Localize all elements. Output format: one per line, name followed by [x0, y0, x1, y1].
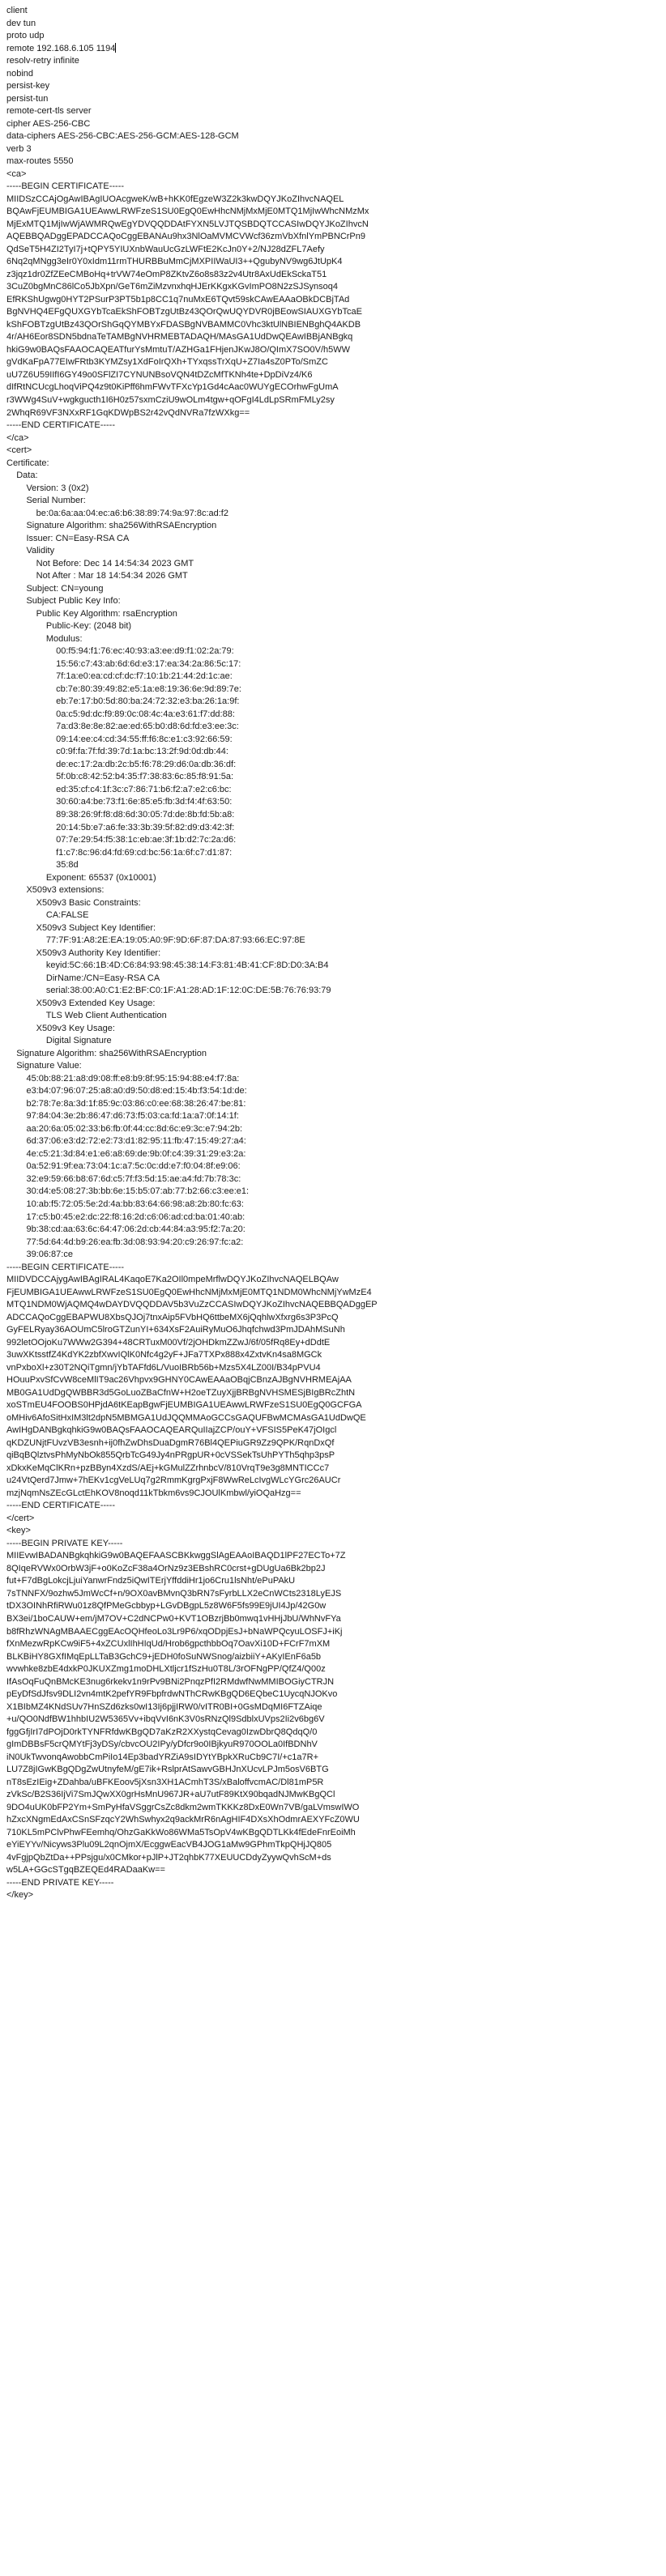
text-line: Issuer: CN=Easy-RSA CA [6, 533, 130, 543]
text-line: X509v3 Extended Key Usage: [6, 998, 156, 1008]
text-line: Data: [6, 470, 38, 481]
text-line: -----END PRIVATE KEY----- [6, 1877, 114, 1888]
text-line: resolv-retry infinite [6, 56, 79, 66]
text-line: BQAwFjEUMBIGA1UEAwwLRWFzeS1SU0EgQ0EwHhcNMjMxMjE0MTQ1MjIwWhcNMzMx [6, 207, 369, 217]
text-line: 39:06:87:ce [6, 1250, 73, 1260]
text-line: Modulus: [6, 633, 83, 644]
text-line: nobind [6, 68, 34, 79]
text-line: 992letOOjoKu7WWw2G394+48CRTuxM00Vf/2jOHDkmZZwJ/6f/05fRq8Ey+dDdtE [6, 1337, 331, 1348]
text-line: serial:38:00:A0:C1:E2:BF:C0:1F:A1:28:AD:1F:12:0C:DE:5B:76:76:93:79 [6, 986, 331, 996]
text-line: 0a:c5:9d:dc:f9:89:0c:08:4c:4a:e3:61:f7:dd:88: [6, 709, 235, 719]
text-line: r3WWg4SuV+wgkgucth1I6H0z57sxmCziU9wOLm4tgw+qOFgI4LdLpSRmFMLy2sy [6, 394, 335, 405]
text-line: 9DO4uUK0bFP2Ym+SmPyHfaVSggrCsZc8dkm2wmTKKKz8DxE0Wn7VB/gaLVmswIWO [6, 1802, 360, 1812]
text-line: dev tun [6, 18, 36, 28]
text-line: X509v3 Key Usage: [6, 1023, 115, 1033]
text-line: 4r/AH6Eor8SDN5bdnaTeTAMBgNVHRMEBTADAQH/MAsGA1UdDwQEAwIBBjANBgkq [6, 332, 353, 343]
text-line: qiBqBQlztvsPhMyNbOk855QrbTcG49Jy4nPRgpUR+0cVSSekTsUhPYTh5qhp3psP [6, 1450, 335, 1461]
text-line: Signature Algorithm: sha256WithRSAEncryption [6, 1048, 207, 1058]
text-line: BgNVHQ4EFgQUXGYbTcaEkShFOBTzgUtBz43QOrQwUQYDVR0jBEowSIAUXGYbTcaE [6, 307, 362, 317]
text-line: b8fRhzWNAgMBAAECggEAcOQHfeoLo3Lr9P6/xqODpjEsJ+bNaWPQcyuLOSFJ+iKj [6, 1626, 343, 1637]
text-line: f1:c7:8c:96:d4:fd:69:cd:bc:56:1a:6f:c7:d1:87: [6, 847, 233, 858]
text-line: Digital Signature [6, 1036, 112, 1046]
text-line: wvwhke8zbE4dxkP0JKUXZmg1moDHLXtljcr1fSzHu0T8L/3rOFNgPP/QfZ4/Q00z [6, 1664, 326, 1675]
text-line: Signature Algorithm: sha256WithRSAEncryption [6, 521, 217, 531]
text-line: </ca> [6, 432, 29, 443]
text-line: z3jqz1dr0ZfZEeCMBoHq+trVW74eOmP8ZKtvZ6o8s83z2v4Utr8AxUdEkSckaT51 [6, 269, 327, 279]
text-line: b2:78:7e:8a:3d:1f:85:9c:03:86:c0:ee:68:38:26:47:be:81: [6, 1098, 246, 1109]
text-line: TLS Web Client Authentication [6, 1011, 167, 1021]
text-line: Certificate: [6, 458, 49, 468]
text-line: 9b:38:cd:aa:63:6c:64:47:06:2d:cb:44:84:a3:95:f2:7a:20: [6, 1224, 245, 1235]
text-line: cb:7e:80:39:49:82:e5:1a:e8:19:36:6e:9d:89:7e: [6, 683, 241, 694]
text-line: BX3ei/1boCAUW+em/jM7OV+C2dNCPw0+KVT1OBzrjBb0mwq1vHHjJbU/WhNvFYa [6, 1614, 341, 1624]
text-line: 77:5d:64:4d:b9:26:ea:fb:3d:08:93:94:20:c9:26:97:fc:a2: [6, 1237, 244, 1247]
text-line: 7a:d3:8e:8e:82:ae:ed:65:b0:d8:6d:fd:e3:ee:3c: [6, 722, 239, 732]
text-line: 3CuZ0bgMnC86lCo5JbXpn/GeT6mZiMzvnxhqHJErKKgxKGvImPO8N2zSJSynsoq4 [6, 282, 338, 292]
text-line: aa:20:6a:05:02:33:b6:fb:0f:44:cc:8d:6c:e9:3c:e7:94:2b: [6, 1123, 243, 1134]
text-line: de:ec:17:2a:db:2c:b5:f6:78:29:d6:0a:db:36:df: [6, 759, 237, 769]
text-line: FjEUMBIGA1UEAwwLRWFzeS1SU0EgQ0EwHhcNMjMxMjE0MTQ1NDM0WhcNMjYwMzE4 [6, 1287, 372, 1297]
text-line: 6Nq2qMNgg3eIr0Y0xIdm11rmTHURBBuMmCjMXPIIWaUI3++QgubyNV9wg6JtUpK4 [6, 257, 343, 267]
text-line: MjExMTQ1MjIwWjAWMRQwEgYDVQQDDAtFYXN5LVJTQSBDQTCCASIwDQYJKoZIhvcN [6, 219, 369, 229]
text-line: keyid:5C:66:1B:4D:C6:84:93:98:45:38:14:F3:81:4B:41:CF:8D:D0:3A:B4 [6, 960, 329, 971]
text-line: hZxcXNgmEdAxCSnSFzqcY2WhSwhyx2q9ackMrR6nAgHIF4DXsXhOdmrAEXYFcZ0WU [6, 1815, 360, 1825]
text-line: persist-key [6, 81, 50, 92]
text-line: 3uwXKtsstfZ4KdYK2zbfXwvIQlK0Nfc4g2yF+JFa7TXPx888x4ZxtvKn4sa8MGCk [6, 1350, 322, 1360]
text-line: -----BEGIN PRIVATE KEY----- [6, 1538, 123, 1548]
text-line: gVdKaFpA77EIwFRtb3KYMZsy1XdFoIrQXh+TYxqssTrXqU+Z7Ia4sZ0PTo/SmZC [6, 357, 328, 368]
text-line: Public-Key: (2048 bit) [6, 621, 132, 632]
text-line: 45:0b:88:21:a8:d9:08:ff:e8:b9:8f:95:15:94:88:e4:f7:8a: [6, 1073, 240, 1084]
text-line: X509v3 Authority Key Identifier: [6, 947, 161, 958]
text-line: <cert> [6, 445, 32, 456]
text-line: fXnMezwRpKCw9iF5+4xZCUxlIhHIqUd/Hrob6gpcthbbOq7OavXi10D+FCrF7mXM [6, 1639, 331, 1650]
text-line: 09:14:ee:c4:cd:34:55:ff:f6:8c:e1:c3:92:66:59: [6, 734, 233, 744]
text-line: +u/QO0NdfBW1hhbIU2W5365Vv+ibqVvI6nK3V0sRNzQl9SdblxUVps2Ii2v6bg6V [6, 1714, 325, 1725]
text-line: 20:14:5b:e7:a6:fe:33:3b:39:5f:82:d9:d3:42:3f: [6, 822, 235, 832]
text-line: 5f:0b:c8:42:52:b4:35:f7:38:83:6c:85:f8:91:5a: [6, 772, 234, 782]
text-line: proto udp [6, 31, 45, 41]
text-line: 89:38:26:9f:f8:d8:6d:30:05:7d:de:8b:fd:5b:a8: [6, 810, 235, 820]
text-line: 17:c5:b0:45:e2:dc:22:f8:16:2d:c6:06:ad:cd:ba:01:40:ab: [6, 1211, 245, 1222]
text-line: iN0UkTwvonqAwobbCmPiIo14Ep3badYRZiA9sIDYtYBpkXRuCb9C7I/+c1a7R+ [6, 1752, 318, 1762]
text-line: 97:84:04:3e:2b:86:47:d6:73:f5:03:ca:fd:1a:a7:0f:14:1f: [6, 1111, 239, 1122]
text-line: vnPxboXl+z30T2NQiTgmn/jYbTAFfd6L/VuoIBRb56b+Mzs5X4LZ00I/B34pPVU4 [6, 1362, 321, 1373]
text-line: pEyDfSdJfsv9DLI2vn4mtK2pefYR9FbpfrdwNThCRwKBgQD6EQbeC1UycqNJOKvo [6, 1689, 338, 1700]
text-line: MIIEvwIBADANBgkqhkiG9w0BAQEFAASCBKkwggSlAgEAAoIBAQD1lPF27ECTo+7Z [6, 1551, 346, 1561]
text-line: 710KL5mPClvPhwFEemhq/OhzGaKkWo86WMa5TsOpV4wKBgQDTLKk4fEdeFnrEoiMh [6, 1827, 356, 1837]
text-line: mzjNqmNsZEcGLctEhKOV8noqd11kTbkm6vs9CJOUlKmbwl/yiOQaHzg== [6, 1488, 301, 1498]
text-line: xDkxKeMqClKRn+pzBByn4XzdS/AEj+kGMulZZrhnbcV/810VrqT9e3g8MNTICCc7 [6, 1463, 330, 1473]
text-line: gImDBBsF5crQMYtFj3yDSy/cbvcOU2IPy/yDfcr9o0IBjkyuR970OOLa0IfBDNhV [6, 1739, 318, 1750]
text-line: remote 192.168.6.105 1194 [6, 43, 660, 56]
text-line: Signature Value: [6, 1061, 82, 1071]
text-line: remote-cert-tls server [6, 106, 92, 117]
text-line: cipher AES-256-CBC [6, 118, 91, 129]
text-line: oMHiv6AfoSitHxIM3lt2dpN5MBMGA1UdJQQMMAoGCCsGAQUFBwMCMAsGA1UdDwQE [6, 1412, 366, 1423]
text-line: 00:f5:94:f1:76:ec:40:93:a3:ee:d9:f1:02:2a:79: [6, 646, 234, 657]
text-line: Validity [6, 546, 55, 556]
text-line: MIIDVDCCAjygAwIBAgIRAL4KaqoE7Ka2OIl0mpeMrflwDQYJKoZIhvcNAQELBQAw [6, 1275, 339, 1285]
text-line: -----BEGIN CERTIFICATE----- [6, 181, 125, 192]
text-line: QdSeT5H4ZI2TyI7j+tQPY5YIUXnbWauUcGzLWFtE2KcJn0Y+2/NJ28dZFL7Aefy [6, 244, 325, 254]
text-line: Subject Public Key Info: [6, 596, 121, 607]
text-line: MIIDSzCCAjOgAwIBAgIUOAcgweK/wB+hKK0fEgzeW3Z2k3kwDQYJKoZIhvcNAQEL [6, 194, 344, 204]
text-line: MTQ1NDM0WjAQMQ4wDAYDVQQDDAV5b3VuZzCCASIwDQYJKoZIhvcNAQEBBQADggEP [6, 1300, 378, 1310]
text-line: Public Key Algorithm: rsaEncryption [6, 608, 177, 619]
text-line: 7sTNNFX/9ozhw5JmWcCf+n/9OX0avBMvnQ3bRN7sFyrbLLX2eCnWCts2318LyEJS [6, 1588, 342, 1599]
text-line: CA:FALSE [6, 910, 89, 921]
text-line: -----BEGIN CERTIFICATE----- [6, 1262, 125, 1272]
text-line: <ca> [6, 168, 27, 179]
text-line: 8QIqeRVWx0OrbW3jF+o0KoZcF38a4OrNz9z3EBshRC0crst+gDUgUa6Bk2bp2J [6, 1563, 326, 1573]
text-line: DirName:/CN=Easy-RSA CA [6, 973, 160, 983]
text-line: Exponent: 65537 (0x10001) [6, 872, 156, 883]
text-line: max-routes 5550 [6, 156, 74, 167]
text-line: Serial Number: [6, 496, 86, 506]
text-line: 35:8d [6, 860, 79, 871]
text-line: 77:7F:91:A8:2E:EA:19:05:A0:9F:9D:6F:87:DA:87:93:66:EC:97:8E [6, 935, 305, 946]
text-line: 07:7e:29:54:f5:38:1c:eb:ae:3f:1b:d2:7c:2a:d6: [6, 835, 237, 845]
text-line: 30:60:a4:be:73:f1:6e:85:e5:fb:3d:f4:4f:63:50: [6, 797, 233, 807]
text-line: persist-tun [6, 93, 49, 104]
text-line: BLKBiHY8GXfIMqEpLLTaB3GchC9+jEDH0foSuNWSnog/aizbiiY+AKyIEnF6a5b [6, 1651, 322, 1662]
text-line: ADCCAQoCggEBAPWU8XbsQJOj7tnxAip5FVbHQ6ttbeMX6jQqhlwXfxrg6s3P3PcQ [6, 1312, 339, 1322]
text-line: fut+F7dBgLokcjLjuiYanwrFndz5iQwITErjYffddiHr1jo6Cru1lsNht/ePuPAkU [6, 1576, 296, 1586]
text-line: IfAsOqFuQnBMcKE3nug6rkekv1n9rPv9BNi2PnqzPfI2RMdwfNwMMIBOGiyCTRJN [6, 1676, 335, 1687]
text-line: c0:9f:fa:7f:fd:39:7d:1a:bc:13:2f:9d:0d:db:44: [6, 747, 228, 757]
text-line: e3:b4:07:96:07:25:a8:a0:d9:50:d8:ed:15:4b:f3:54:1d:de: [6, 1086, 247, 1096]
text-line: Subject: CN=young [6, 583, 104, 594]
text-line: HOuuPxvSfCvW8ceMlIT9ac26Vhpvx9GHNY0CAwEAAaOBqjCBnzAJBgNVHRMEAjAA [6, 1375, 352, 1386]
text-line: 30:d4:e5:08:27:3b:bb:6e:15:b5:07:ab:77:b2:66:c3:ee:e1: [6, 1186, 250, 1197]
text-line: AQEBBQADggEPADCCAQoCggEBANAu9hx3NlOaMVMCVWcf36zmVbXfnlYmPBNCrPn9 [6, 232, 366, 242]
text-line: eYiEYYv/Nicyws3Plu09L2qnOjmX/EcggwEacVB4JOG1aMw9GPhmTkpQHjJQ805 [6, 1840, 332, 1850]
text-line: uU7Z6U59IIfI6GY49o0SFlZI7CYNUNBsoVQN4tDZcMfTKNh4te+DpDiVz4/K6 [6, 369, 313, 380]
text-line: Version: 3 (0x2) [6, 483, 89, 493]
text-line: fggGfjIrI7dPOjD0rkTYNFRfdwKBgQD7aKzR2XXystqCevag0IzwDbrQ8QdqQ/0 [6, 1727, 318, 1737]
text-line: X1BIbMZ4KNdSUv7HnSZd6zks0wI13Ij6pjjIRW0/vITR0BI+0GsMDqMI6FTZAiqe [6, 1701, 322, 1712]
text-line: LU7Z8jIGwKBgQDgZwUtnyfeM/gE7ik+RslprAtSawvGBHJnXUcvLPJm5osV6BTG [6, 1765, 329, 1775]
text-line: tDX3OINhRfiRWu01z8QfPMeGcbbyp+LGvDBgpL5z8W6F5fs99E9jUI4Jp/42G0w [6, 1601, 327, 1612]
text-line: client [6, 6, 28, 15]
text-line: MB0GA1UdDgQWBBR3d5GoLuoZBaCfnW+H2oeTZuyXjjBRBgNVHSMESjBIgBRcZhtN [6, 1387, 356, 1398]
text-line: 32:e9:59:66:b8:67:6d:c5:7f:f3:5d:15:ae:a4:fd:7b:78:3c: [6, 1173, 241, 1184]
text-line: Not After : Mar 18 14:54:34 2026 GMT [6, 571, 188, 581]
text-line: 2WhqR69VF3NXxRF1GqKDWpBS2r42vQdNVRa7fzWXkg== [6, 407, 250, 418]
text-line: u24VtQerd7Jmw+7hEKv1cgVeLUq7g2RmmKgrgPxjF8WwReLcIvgWLcYGrc26AUCr [6, 1475, 341, 1486]
text-line: kShFOBTzgUtBz43QOrShGqQYMBYxFDASBgNVBAMMC0Vhc3ktUlNBIENBghQ4AKDB [6, 319, 361, 330]
text-line: nT8sEzIEig+ZDahba/uBFKEoov5jXsn3XH1ACmhT3S/xBaloffvcmAC/Dl81mP5R [6, 1777, 324, 1787]
text-line: X509v3 Basic Constraints: [6, 897, 141, 908]
text-line: 4vFgjpQbZtDa++PPsjgu/x0CMkor+pJlP+JT2qhbK77XEUUCDdyZyywQvhScM+ds [6, 1852, 331, 1863]
text-line: ed:35:cf:c4:1f:3c:c7:86:71:b6:f2:a7:e2:c6:bc: [6, 784, 232, 794]
text-line: GyFELRyay36AOUmC5lroGTZunYI+634XsF2AuiRyMuO6Jhqfchwd3PmJDAhMSuNh [6, 1325, 345, 1335]
text-line: AwIHgDANBgkqhkiG9w0BAQsFAAOCAQEARQuIIajZCP/ouY+VFSIS5PeK47jOIgcl [6, 1425, 337, 1436]
text-line: data-ciphers AES-256-CBC:AES-256-GCM:AES-128-GCM [6, 131, 239, 142]
text-line: 7f:1a:e0:ea:cd:cf:dc:f7:10:1b:21:44:2d:1c:ae: [6, 671, 233, 682]
text-line: </cert> [6, 1513, 35, 1523]
text-line: 0a:52:91:9f:ea:73:04:1c:a7:5c:0c:dd:e7:f0:04:8f:e9:06: [6, 1161, 241, 1172]
text-line: qKDZUNjtFUvzVB3esnh+ij0fhZwDhsDuaDgmR76Bl4QEPiuGR9Zz9QPK/RqnDxQf [6, 1437, 335, 1448]
text-line: w5LA+GGcSTgqBZEQEd4RADaaKw== [6, 1865, 165, 1876]
text-line: zVkSc/B2S36IjVi7SmJQwXX0grHsMnU967JR+aU7utF89KtX90bqadNJMwKBgQCl [6, 1790, 335, 1800]
text-line: </key> [6, 1890, 34, 1901]
text-line: EfRKShUgwg0HYT2PSurP3PT5b1p8CC1q7nuMxE6TQvt59skCAwEAAaOBkDCBjTAd [6, 294, 350, 304]
text-line: 15:56:c7:43:ab:6d:6d:e3:17:ea:34:2a:86:5c:17: [6, 658, 241, 669]
text-line: eb:7e:17:b0:5d:80:ba:24:72:32:e3:ba:26:1a:9f: [6, 696, 240, 707]
text-line: <key> [6, 1526, 31, 1536]
text-line: 10:ab:f5:72:05:5e:2d:4a:bb:83:64:66:98:a8:2b:80:fc:63: [6, 1199, 244, 1209]
text-line: dIfRtNCUcgLhoqViPQ4z9t0KiPff6hmFWvTFXcYp1Gd4cAac0WUYgECOrhwFgUmA [6, 382, 339, 393]
text-line: be:0a:6a:aa:04:ec:a6:b6:38:89:74:9a:97:8c:ad:f2 [6, 508, 228, 518]
text-line: 4e:c5:21:3d:84:e1:e6:a8:69:de:9b:0f:c4:39:31:29:e3:2a: [6, 1148, 246, 1159]
text-line: -----END CERTIFICATE----- [6, 1501, 116, 1511]
text-line: Not Before: Dec 14 14:54:34 2023 GMT [6, 558, 194, 568]
text-line: verb 3 [6, 143, 32, 154]
text-line: X509v3 extensions: [6, 885, 105, 896]
text-line: -----END CERTIFICATE----- [6, 420, 116, 431]
text-line: hkiG9w0BAQsFAAOCAQEATfurYsMmtuT/AZHGa1FHjenJKwJ8O/QImX7SO0V/h5WW [6, 344, 351, 355]
text-line: xoSTmEU4FOOBS0HPjdA6tKEapBgwFjEUMBIGA1UEAwwLRWFzeS1SU0EgQ0GCFGA [6, 1400, 362, 1411]
text-line: 6d:37:06:e3:d2:72:e2:73:d1:82:95:11:fb:47:15:49:27:a4: [6, 1136, 246, 1147]
text-line: X509v3 Subject Key Identifier: [6, 922, 156, 933]
